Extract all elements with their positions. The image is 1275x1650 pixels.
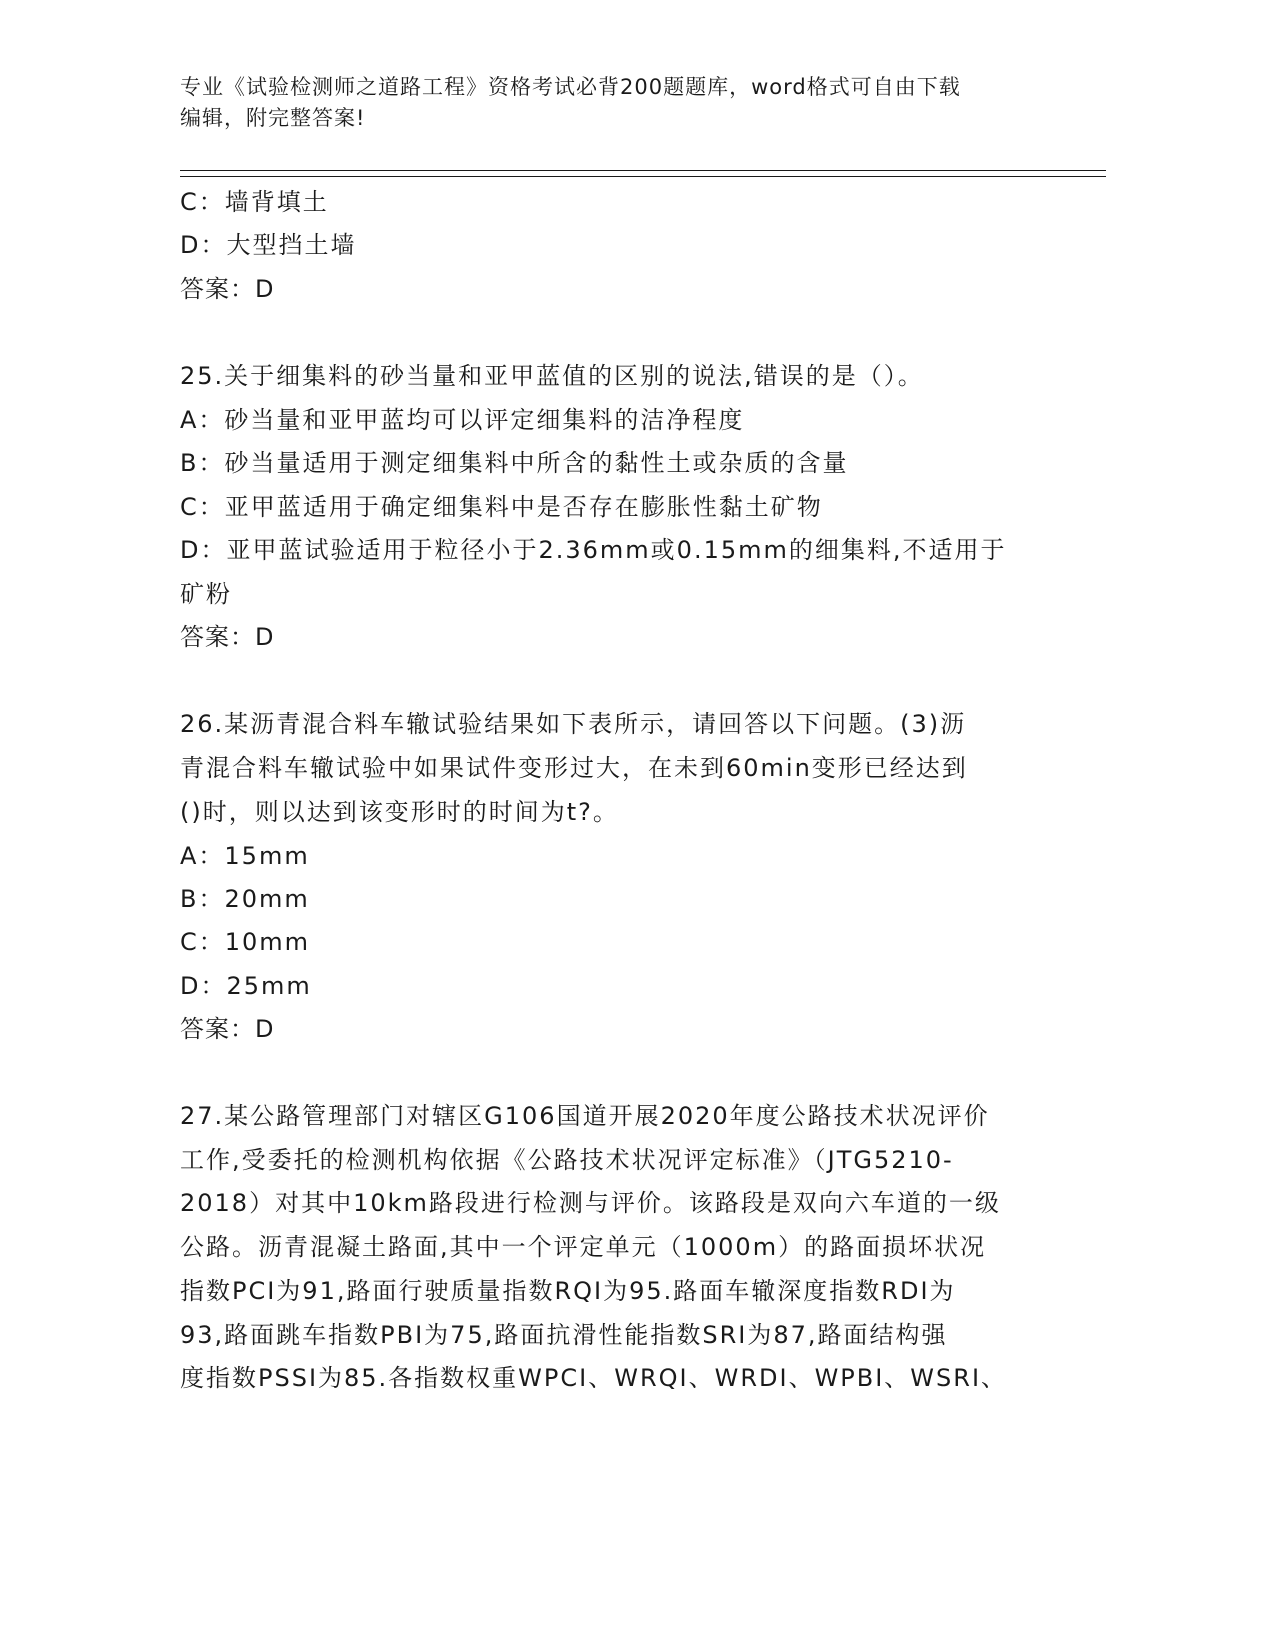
q24-option-c: C：墙背填土 [180,188,329,216]
q26-answer: 答案：D [180,1015,275,1043]
q26-stem-line1: 26.某沥青混合料车辙试验结果如下表所示，请回答以下问题。(3)沥 [180,710,967,738]
q25-option-b: B：砂当量适用于测定细集料中所含的黏性土或杂质的含量 [180,449,849,477]
q26-stem-line2: 青混合料车辙试验中如果试件变形过大，在未到60min变形已经达到 [180,754,968,782]
header-divider-top [180,170,1106,171]
q27-stem-line2: 工作,受委托的检测机构依据《公路技术状况评定标准》（JTG5210- [180,1146,954,1174]
q27-stem-line3: 2018）对其中10km路段进行检测与评价。该路段是双向六车道的一级 [180,1189,1001,1217]
q25-answer: 答案：D [180,623,275,651]
q24-answer: 答案：D [180,275,275,303]
q26-option-a: A：15mm [180,842,310,870]
q25-option-d-line2: 矿粉 [180,580,232,608]
q26-option-d: D：25mm [180,972,312,1000]
q25-option-c: C：亚甲蓝适用于确定细集料中是否存在膨胀性黏土矿物 [180,493,823,521]
document-header [180,72,1060,134]
q25-option-d-line1: D：亚甲蓝试验适用于粒径小于2.36mm或0.15mm的细集料,不适用于 [180,536,1007,564]
q26-option-b: B：20mm [180,885,310,913]
q25-stem: 25.关于细集料的砂当量和亚甲蓝值的区别的说法,错误的是（）。 [180,362,924,390]
q27-stem-line1: 27.某公路管理部门对辖区G106国道开展2020年度公路技术状况评价 [180,1102,990,1130]
q26-stem-line3: ()时，则以达到该变形时的时间为t?。 [180,798,619,826]
header-title-line2: 编辑，附完整答案! [180,106,366,130]
q27-stem-line5: 指数PCI为91,路面行驶质量指数RQI为95.路面车辙深度指数RDI为 [180,1277,956,1305]
header-divider-bottom [180,176,1106,177]
q24-option-d: D：大型挡土墙 [180,231,357,259]
header-title-line1: 专业《试验检测师之道路工程》资格考试必背200题题库，word格式可自由下载 [180,75,961,99]
q25-option-a: A：砂当量和亚甲蓝均可以评定细集料的洁净程度 [180,406,745,434]
q27-stem-line4: 公路。沥青混凝土路面,其中一个评定单元（1000m）的路面损坏状况 [180,1233,987,1261]
q27-stem-line6: 93,路面跳车指数PBI为75,路面抗滑性能指数SRI为87,路面结构强 [180,1321,948,1349]
q27-stem-line7: 度指数PSSI为85.各指数权重WPCI、WRQI、WRDI、WPBI、WSRI、 [180,1364,1008,1392]
q26-option-c: C：10mm [180,928,311,956]
